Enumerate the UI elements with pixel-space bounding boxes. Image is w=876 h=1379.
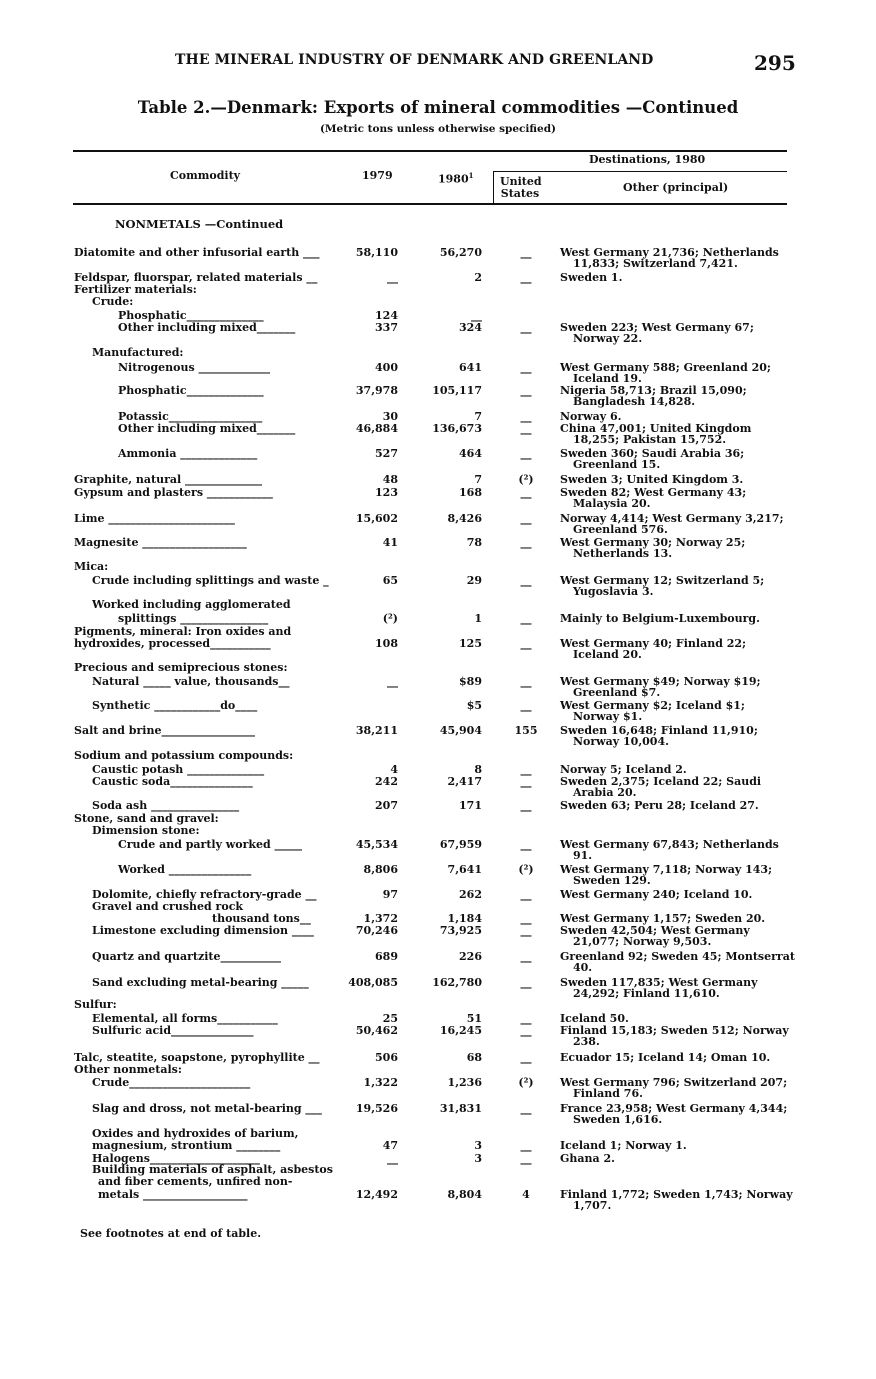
value-1979: 124 <box>375 309 398 322</box>
commodity-label: Oxides and hydroxides of barium, <box>92 1127 299 1140</box>
destinations-line-1: Sweden 16,648; Finland 11,910; <box>560 724 758 737</box>
value-1980: 45,904 <box>439 724 482 737</box>
commodity-label: Caustic potash ______________ <box>92 763 265 776</box>
commodity-label: Natural _____ value, thousands__ <box>92 675 290 688</box>
destinations-line-1: Ghana 2. <box>560 1152 615 1165</box>
value-united-states: __ <box>520 512 532 525</box>
destinations-line-1: West Germany 21,736; Netherlands <box>560 246 779 259</box>
footnote: See footnotes at end of table. <box>80 1227 262 1240</box>
value-1979: 8,806 <box>363 863 398 876</box>
value-1980: 641 <box>459 361 482 374</box>
destinations-line-1: Sweden 82; West Germany 43; <box>560 486 747 499</box>
commodity-label: Graphite, natural ______________ <box>74 473 263 486</box>
value-1979: 30 <box>382 410 398 423</box>
commodity-label: Gravel and crushed rock <box>92 900 244 913</box>
commodity-label: Other including mixed_______ <box>118 422 296 435</box>
commodity-label: Worked including agglomerated <box>92 598 291 611</box>
value-united-states: __ <box>520 271 532 284</box>
value-united-states: __ <box>520 675 532 688</box>
col-header-1980: 1980$^1$ <box>438 171 474 186</box>
value-1980: 226 <box>459 950 482 963</box>
destinations-line-1: West Germany 30; Norway 25; <box>560 536 746 549</box>
destinations-line-2: Sweden 1,616. <box>573 1113 663 1126</box>
value-1979: __ <box>387 1152 398 1165</box>
destinations-line-1: West Germany $49; Norway $19; <box>560 675 761 688</box>
commodity-label: Mica: <box>74 560 109 573</box>
destinations-line-2: 40. <box>573 961 593 974</box>
value-1979: 527 <box>375 447 398 460</box>
commodity-label: metals ___________________ <box>98 1188 248 1201</box>
destinations-line-2: Yugoslavia 3. <box>573 585 654 598</box>
destinations-line-1: Norway 5; Iceland 2. <box>560 763 687 776</box>
value-united-states: __ <box>520 924 532 937</box>
destinations-line-2: 238. <box>573 1035 600 1048</box>
value-1979: 337 <box>375 321 398 334</box>
commodity-label: Crude: <box>92 295 134 308</box>
value-1980: 67,959 <box>439 838 482 851</box>
commodity-label: Talc, steatite, soapstone, pyrophyllite __ <box>74 1051 320 1064</box>
value-united-states: __ <box>520 976 532 989</box>
destinations-line-1: Norway 6. <box>560 410 622 423</box>
value-1979: 65 <box>382 574 398 587</box>
commodity-label: hydroxides, processed___________ <box>74 637 271 650</box>
destinations-line-1: Sweden 223; West Germany 67; <box>560 321 754 334</box>
destinations-line-1: Sweden 1. <box>560 271 623 284</box>
value-1980: 324 <box>459 321 482 334</box>
value-1979: 41 <box>382 536 398 549</box>
commodity-label: Phosphatic______________ <box>118 309 264 322</box>
value-1979: __ <box>387 271 398 284</box>
destinations-line-2: Sweden 129. <box>573 874 651 887</box>
destinations-line-1: Mainly to Belgium-Luxembourg. <box>560 612 760 625</box>
value-1980: 105,117 <box>432 384 482 397</box>
commodity-label: Soda ash ________________ <box>92 799 240 812</box>
value-1980: 1,236 <box>447 1076 482 1089</box>
commodity-label: and fiber cements, unfired non- <box>98 1175 293 1188</box>
value-1979: 50,462 <box>355 1024 398 1037</box>
value-1979: 108 <box>375 637 398 650</box>
destinations-line-2: 21,077; Norway 9,503. <box>573 935 712 948</box>
value-united-states: __ <box>520 246 532 259</box>
destinations-line-2: 1,707. <box>573 1199 612 1212</box>
value-united-states: __ <box>520 536 532 549</box>
value-united-states: __ <box>520 1051 532 1064</box>
value-united-states: __ <box>520 1012 532 1025</box>
commodity-label: splittings ________________ <box>118 612 269 625</box>
destinations-line-1: Greenland 92; Sweden 45; Montserrat <box>560 950 795 963</box>
value-1979: 45,534 <box>355 838 398 851</box>
value-united-states: (²) <box>518 473 534 486</box>
destinations-line-2: Greenland 15. <box>573 458 661 471</box>
destinations-line-1: Nigeria 58,713; Brazil 15,090; <box>560 384 747 397</box>
value-1980: 168 <box>459 486 482 499</box>
value-united-states: __ <box>520 361 532 374</box>
destinations-line-1: Iceland 50. <box>560 1012 629 1025</box>
destinations-line-1: West Germany 12; Switzerland 5; <box>560 574 765 587</box>
destinations-line-2: 24,292; Finland 11,610. <box>573 987 720 1000</box>
value-1980: 51 <box>466 1012 482 1025</box>
destinations-line-1: West Germany 1,157; Sweden 20. <box>560 912 766 925</box>
commodity-label: Precious and semiprecious stones: <box>74 661 288 674</box>
destinations-line-1: West Germany 240; Iceland 10. <box>560 888 753 901</box>
destinations-line-2: Malaysia 20. <box>573 497 651 510</box>
col-header-other: Other (principal) <box>623 181 729 194</box>
value-1980: __ <box>471 309 482 322</box>
commodity-label: Manufactured: <box>92 346 184 359</box>
value-1979: 37,978 <box>355 384 398 397</box>
commodity-label: Crude______________________ <box>92 1076 251 1089</box>
value-1979: 400 <box>375 361 398 374</box>
destinations-line-1: West Germany 67,843; Netherlands <box>560 838 779 851</box>
value-united-states: __ <box>520 574 532 587</box>
value-1980: 68 <box>466 1051 482 1064</box>
destinations-rule <box>494 171 787 172</box>
value-united-states: __ <box>520 799 532 812</box>
value-1980: 1,184 <box>447 912 482 925</box>
value-united-states: __ <box>520 1102 532 1115</box>
destinations-line-1: West Germany 40; Finland 22; <box>560 637 747 650</box>
destinations-line-2: 18,255; Pakistan 15,752. <box>573 433 727 446</box>
commodity-label: Dolomite, chiefly refractory-grade __ <box>92 888 317 901</box>
header-top-rule <box>73 150 787 152</box>
value-1980: 171 <box>459 799 482 812</box>
destinations-line-2: Iceland 20. <box>573 648 642 661</box>
value-1980: 3 <box>474 1139 482 1152</box>
value-1979: 70,246 <box>355 924 398 937</box>
value-1980: 73,925 <box>439 924 482 937</box>
value-1979: 242 <box>375 775 398 788</box>
value-1979: 689 <box>375 950 398 963</box>
value-united-states: __ <box>520 775 532 788</box>
value-1979: 25 <box>382 1012 398 1025</box>
value-1979: 1,372 <box>363 912 398 925</box>
commodity-label: Diatomite and other infusorial earth ___ <box>74 246 320 259</box>
value-1979: (²) <box>382 612 398 625</box>
value-united-states: __ <box>520 950 532 963</box>
commodity-label: Worked _______________ <box>118 863 252 876</box>
col-header-1979: 1979 <box>362 169 393 182</box>
value-1980: 464 <box>459 447 482 460</box>
commodity-label: Crude and partly worked _____ <box>118 838 303 851</box>
value-1980: 8,804 <box>447 1188 482 1201</box>
commodity-label: Other nonmetals: <box>74 1063 182 1076</box>
commodity-label: Building materials of asphalt, asbestos <box>92 1163 333 1176</box>
commodity-label: magnesium, strontium ________ <box>92 1139 281 1152</box>
value-1979: 48 <box>382 473 398 486</box>
destinations-line-1: West Germany 588; Greenland 20; <box>560 361 771 374</box>
value-united-states: __ <box>520 1152 532 1165</box>
value-1980: 125 <box>459 637 482 650</box>
value-1979: 46,884 <box>355 422 398 435</box>
destinations-line-1: Ecuador 15; Iceland 14; Oman 10. <box>560 1051 771 1064</box>
value-united-states: __ <box>520 838 532 851</box>
value-1980: 8 <box>474 763 482 776</box>
commodity-label: Synthetic ____________do____ <box>92 699 258 712</box>
destinations-line-2: Norway $1. <box>573 710 643 723</box>
destinations-line-2: Norway 10,004. <box>573 735 669 748</box>
destinations-line-2: Bangladesh 14,828. <box>573 395 696 408</box>
value-united-states: 4 <box>522 1188 530 1201</box>
value-united-states: __ <box>520 422 532 435</box>
value-united-states: __ <box>520 447 532 460</box>
destinations-line-1: West Germany $2; Iceland $1; <box>560 699 745 712</box>
value-1979: 506 <box>375 1051 398 1064</box>
value-1979: 15,602 <box>355 512 398 525</box>
value-united-states: __ <box>520 410 532 423</box>
commodity-label: Halogens____________________ <box>92 1152 260 1165</box>
value-1980: 7 <box>474 473 482 486</box>
table-title: Table 2.—Denmark: Exports of mineral commodities —Continued <box>137 98 739 117</box>
destinations-line-2: Greenland $7. <box>573 686 661 699</box>
destinations-line-1: Iceland 1; Norway 1. <box>560 1139 687 1152</box>
value-1980: 7,641 <box>447 863 482 876</box>
header-bottom-rule <box>73 203 787 205</box>
value-united-states: __ <box>520 321 532 334</box>
value-united-states: __ <box>520 699 532 712</box>
page-number: 295 <box>754 51 796 75</box>
commodity-label: Sulfuric acid_______________ <box>92 1024 254 1037</box>
value-1979: __ <box>387 675 398 688</box>
destinations-line-1: Sweden 117,835; West Germany <box>560 976 758 989</box>
destinations-line-1: Sweden 42,504; West Germany <box>560 924 750 937</box>
destinations-line-1: West Germany 7,118; Norway 143; <box>560 863 773 876</box>
commodity-label: Lime _______________________ <box>74 512 235 525</box>
destinations-line-2: Finland 76. <box>573 1087 643 1100</box>
destinations-line-1: Norway 4,414; West Germany 3,217; <box>560 512 784 525</box>
commodity-label: Potassic_________________ <box>118 410 263 423</box>
running-head: THE MINERAL INDUSTRY OF DENMARK AND GREENLAND <box>175 52 654 68</box>
value-1980: 262 <box>459 888 482 901</box>
col-header-commodity: Commodity <box>170 169 241 182</box>
value-1980: 78 <box>466 536 482 549</box>
value-1980: 31,831 <box>439 1102 482 1115</box>
commodity-label: Phosphatic______________ <box>118 384 264 397</box>
value-1979: 19,526 <box>355 1102 398 1115</box>
value-1980: 7 <box>474 410 482 423</box>
value-1979: 47 <box>382 1139 398 1152</box>
destinations-line-2: 11,833; Switzerland 7,421. <box>573 257 738 270</box>
value-united-states: __ <box>520 384 532 397</box>
destinations-line-1: France 23,958; West Germany 4,344; <box>560 1102 788 1115</box>
value-1979: 207 <box>375 799 398 812</box>
commodity-label: Ammonia ______________ <box>118 447 258 460</box>
destinations-line-1: Sweden 3; United Kingdom 3. <box>560 473 744 486</box>
commodity-label: Sodium and potassium compounds: <box>74 749 294 762</box>
value-1979: 1,322 <box>363 1076 398 1089</box>
value-1979: 123 <box>375 486 398 499</box>
commodity-label: Pigments, mineral: Iron oxides and <box>74 625 292 638</box>
destinations-line-2: Iceland 19. <box>573 372 642 385</box>
value-united-states: (²) <box>518 863 534 876</box>
destinations-line-2: Netherlands 13. <box>573 547 673 560</box>
value-1980: 1 <box>474 612 482 625</box>
destinations-line-2: 91. <box>573 849 593 862</box>
destinations-line-1: West Germany 796; Switzerland 207; <box>560 1076 788 1089</box>
commodity-label: Elemental, all forms___________ <box>92 1012 278 1025</box>
value-united-states: __ <box>520 1024 532 1037</box>
destinations-line-1: Finland 1,772; Sweden 1,743; Norway <box>560 1188 793 1201</box>
destinations-line-1: Finland 15,183; Sweden 512; Norway <box>560 1024 789 1037</box>
value-1979: 4 <box>390 763 398 776</box>
commodity-label: Gypsum and plasters ____________ <box>74 486 273 499</box>
commodity-label: Sulfur: <box>74 998 117 1011</box>
commodity-label: Caustic soda_______________ <box>92 775 253 788</box>
commodity-label: Stone, sand and gravel: <box>74 812 219 825</box>
commodity-label: Crude including splittings and waste _ <box>92 574 329 587</box>
value-1980: 3 <box>474 1152 482 1165</box>
value-united-states: (²) <box>518 1076 534 1089</box>
table-subtitle: (Metric tons unless otherwise specified) <box>319 123 557 135</box>
value-1979: 12,492 <box>355 1188 398 1201</box>
commodity-label: Other including mixed_______ <box>118 321 296 334</box>
col-header-united-states: United States <box>500 175 542 200</box>
destinations-line-1: Sweden 2,375; Iceland 22; Saudi <box>560 775 762 788</box>
us-column-divider <box>493 171 494 203</box>
value-1979: 408,085 <box>348 976 398 989</box>
value-1980: $89 <box>459 675 482 688</box>
destinations-line-2: Arabia 20. <box>573 786 637 799</box>
destinations-line-1: Sweden 63; Peru 28; Iceland 27. <box>560 799 759 812</box>
commodity-label: Sand excluding metal-bearing _____ <box>92 976 309 989</box>
commodity-label: Quartz and quartzite___________ <box>92 950 282 963</box>
value-united-states: __ <box>520 486 532 499</box>
value-united-states: __ <box>520 763 532 776</box>
value-1980: 29 <box>466 574 482 587</box>
value-united-states: __ <box>520 912 532 925</box>
value-1980: 8,426 <box>447 512 482 525</box>
value-1980: 56,270 <box>439 246 482 259</box>
value-united-states: __ <box>520 637 532 650</box>
commodity-label: thousand tons__ <box>212 912 311 925</box>
value-1980: 2 <box>474 271 482 284</box>
commodity-label: Nitrogenous _____________ <box>118 361 270 374</box>
commodity-label: Fertilizer materials: <box>74 283 197 296</box>
value-1979: 38,211 <box>355 724 398 737</box>
destinations-line-1: China 47,001; United Kingdom <box>560 422 752 435</box>
value-united-states: __ <box>520 1139 532 1152</box>
destinations-line-2: Greenland 576. <box>573 523 668 536</box>
value-united-states: __ <box>520 612 532 625</box>
commodity-label: Dimension stone: <box>92 824 200 837</box>
commodity-label: Salt and brine_________________ <box>74 724 255 737</box>
destinations-line-2: Norway 22. <box>573 332 643 345</box>
value-united-states: __ <box>520 888 532 901</box>
commodity-label: Feldspar, fluorspar, related materials __ <box>74 271 318 284</box>
value-1979: 58,110 <box>355 246 398 259</box>
commodity-label: Magnesite ___________________ <box>74 536 247 549</box>
value-1979: 97 <box>382 888 398 901</box>
section-heading: NONMETALS —Continued <box>115 217 284 231</box>
value-1980: 16,245 <box>439 1024 482 1037</box>
value-1980: 162,780 <box>432 976 482 989</box>
value-united-states: 155 <box>514 724 538 737</box>
col-header-destinations: Destinations, 1980 <box>589 153 706 166</box>
destinations-line-1: Sweden 360; Saudi Arabia 36; <box>560 447 745 460</box>
commodity-label: Limestone excluding dimension ____ <box>92 924 314 937</box>
commodity-label: Slag and dross, not metal-bearing ___ <box>92 1102 322 1115</box>
value-1980: 136,673 <box>432 422 482 435</box>
value-1980: $5 <box>466 699 482 712</box>
value-1980: 2,417 <box>447 775 482 788</box>
